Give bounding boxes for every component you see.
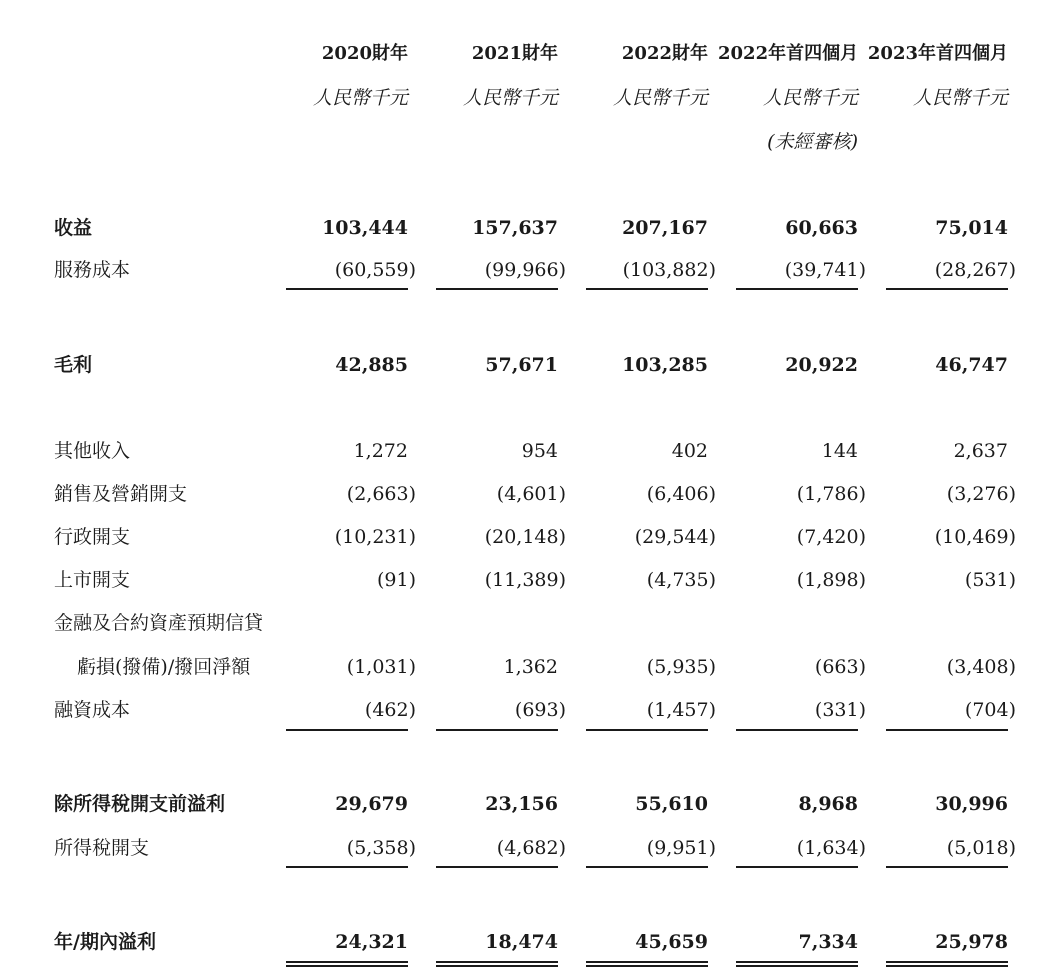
row-value: (5,358) — [346, 837, 416, 859]
row-value: 24,321 — [335, 931, 408, 953]
row-value: (4,735) — [646, 569, 716, 591]
subtotal-rule — [286, 729, 408, 731]
subtotal-rule — [586, 866, 708, 868]
row-value: 1,362 — [503, 656, 558, 678]
header-note-row — [0, 122, 1056, 162]
row-value: (1,031) — [346, 656, 416, 678]
row-value: (2,663) — [346, 483, 416, 505]
row-label: 金融及合約資產預期信貸 — [54, 612, 264, 634]
row-label: 上市開支 — [54, 569, 131, 591]
row-value: 7,334 — [798, 931, 858, 953]
row-value: 60,663 — [785, 217, 858, 239]
total-double-rule — [736, 961, 858, 967]
row-label: 銷售及營銷開支 — [54, 483, 188, 505]
row-value: 2,637 — [953, 440, 1008, 462]
subtotal-rule — [586, 729, 708, 731]
table-row — [0, 474, 1056, 514]
table-row — [0, 828, 1056, 868]
column-header-period: 2022財年 — [621, 43, 708, 64]
row-value: 18,474 — [485, 931, 558, 953]
total-double-rule — [286, 961, 408, 967]
total-double-rule — [436, 961, 558, 967]
subtotal-rule — [736, 288, 858, 290]
row-label: 服務成本 — [54, 259, 131, 281]
row-value: 29,679 — [335, 793, 408, 815]
row-value: (704) — [964, 699, 1016, 721]
row-value: 23,156 — [485, 793, 558, 815]
row-value: (663) — [814, 656, 866, 678]
row-value: 25,978 — [935, 931, 1008, 953]
header-unit-row — [0, 78, 1056, 118]
row-label: 毛利 — [54, 354, 93, 376]
row-value: 55,610 — [635, 793, 708, 815]
table-row — [0, 431, 1056, 471]
row-value: (462) — [364, 699, 416, 721]
row-value: 1,272 — [353, 440, 408, 462]
table-row — [0, 345, 1056, 385]
column-header-period: 2021財年 — [471, 43, 558, 64]
subtotal-rule — [886, 288, 1008, 290]
row-value: (3,276) — [946, 483, 1016, 505]
table-row — [0, 517, 1056, 557]
row-value: (1,786) — [796, 483, 866, 505]
column-header-unit: 人民幣千元 — [762, 87, 858, 109]
row-value: (99,966) — [484, 259, 566, 281]
row-value: (1,898) — [796, 569, 866, 591]
subtotal-rule — [436, 288, 558, 290]
row-value: 45,659 — [635, 931, 708, 953]
row-value: 157,637 — [472, 217, 558, 239]
total-double-rule — [886, 961, 1008, 967]
row-value: 8,968 — [798, 793, 858, 815]
subtotal-rule — [736, 866, 858, 868]
row-label: 融資成本 — [54, 699, 131, 721]
row-value: (9,951) — [646, 837, 716, 859]
row-label: 收益 — [54, 217, 93, 239]
row-value: 103,444 — [322, 217, 408, 239]
row-value: (1,634) — [796, 837, 866, 859]
row-value: (10,231) — [334, 526, 416, 548]
subtotal-rule — [286, 288, 408, 290]
row-label: 所得稅開支 — [54, 837, 150, 859]
table-row — [0, 784, 1056, 824]
row-value: (28,267) — [934, 259, 1016, 281]
row-label: 除所得稅開支前溢利 — [54, 793, 226, 815]
row-value: 30,996 — [935, 793, 1008, 815]
column-header-unit: 人民幣千元 — [462, 87, 558, 109]
row-value: 57,671 — [485, 354, 558, 376]
row-value: (5,935) — [646, 656, 716, 678]
row-label: 行政開支 — [54, 526, 131, 548]
table-row — [0, 250, 1056, 290]
subtotal-rule — [886, 729, 1008, 731]
row-value: (331) — [814, 699, 866, 721]
subtotal-rule — [886, 866, 1008, 868]
row-value: 75,014 — [935, 217, 1008, 239]
row-label: 年/期內溢利 — [54, 931, 156, 953]
row-value: 103,285 — [622, 354, 708, 376]
row-value: (20,148) — [484, 526, 566, 548]
row-label: 虧損(撥備)/撥回淨額 — [77, 656, 251, 678]
row-value: (4,601) — [496, 483, 566, 505]
table-row — [0, 690, 1056, 730]
row-value: (6,406) — [646, 483, 716, 505]
row-value: (29,544) — [634, 526, 716, 548]
subtotal-rule — [586, 288, 708, 290]
table-row — [0, 603, 1056, 643]
row-value: (5,018) — [946, 837, 1016, 859]
row-value: (1,457) — [646, 699, 716, 721]
row-value: (3,408) — [946, 656, 1016, 678]
table-row — [0, 647, 1056, 687]
row-value: (11,389) — [484, 569, 566, 591]
row-value: 42,885 — [335, 354, 408, 376]
row-value: (60,559) — [334, 259, 416, 281]
row-value: (10,469) — [934, 526, 1016, 548]
row-value: 46,747 — [935, 354, 1008, 376]
row-value: (7,420) — [796, 526, 866, 548]
subtotal-rule — [736, 729, 858, 731]
subtotal-rule — [436, 866, 558, 868]
column-header-period: 2022年首四個月 — [718, 43, 859, 64]
row-value: (91) — [376, 569, 416, 591]
column-header-unit: 人民幣千元 — [612, 87, 708, 109]
column-header-unit: 人民幣千元 — [312, 87, 408, 109]
column-header-period: 2023年首四個月 — [867, 43, 1008, 64]
subtotal-rule — [436, 729, 558, 731]
row-value: 20,922 — [785, 354, 858, 376]
row-value: (103,882) — [622, 259, 716, 281]
row-value: 207,167 — [622, 217, 708, 239]
row-value: (693) — [514, 699, 566, 721]
row-value: (531) — [964, 569, 1016, 591]
table-row — [0, 560, 1056, 600]
table-row — [0, 922, 1056, 962]
row-value: (4,682) — [496, 837, 566, 859]
column-header-unit: 人民幣千元 — [912, 87, 1008, 109]
row-value: 954 — [521, 440, 558, 462]
row-label: 其他收入 — [54, 440, 131, 462]
column-header-note: (未經審核) — [767, 131, 858, 153]
row-value: (39,741) — [784, 259, 866, 281]
row-value: 144 — [821, 440, 858, 462]
table-row — [0, 208, 1056, 248]
total-double-rule — [586, 961, 708, 967]
header-period-row — [0, 34, 1056, 74]
subtotal-rule — [286, 866, 408, 868]
row-value: 402 — [671, 440, 708, 462]
column-header-period: 2020財年 — [321, 43, 408, 64]
